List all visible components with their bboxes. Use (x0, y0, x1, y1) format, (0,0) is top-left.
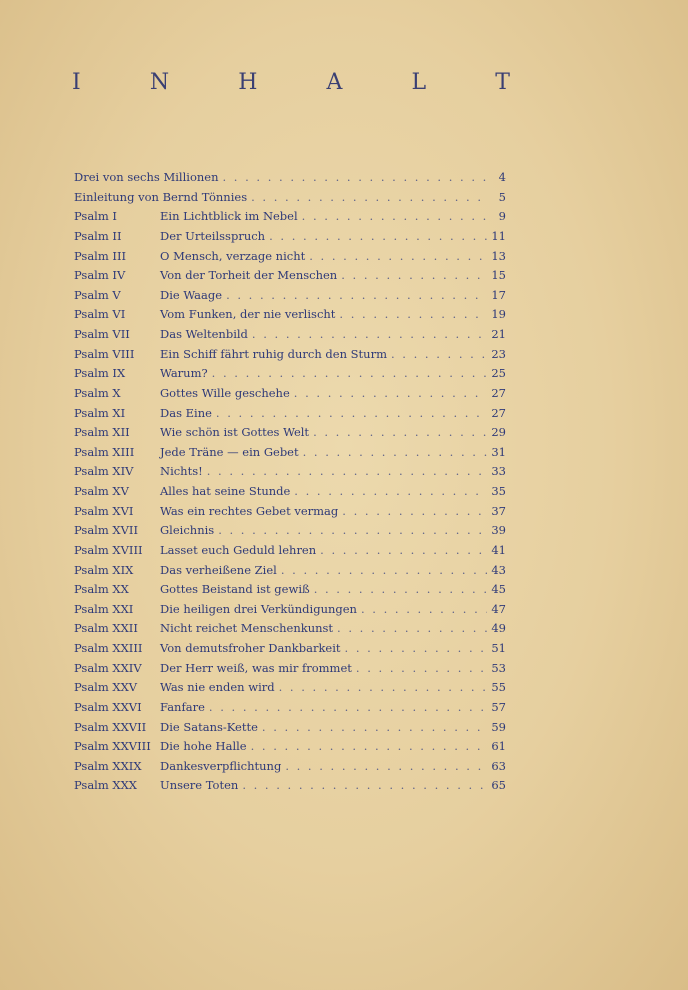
title-letter: H (238, 70, 260, 95)
toc-entry-title: Die Waage (160, 287, 223, 302)
toc-psalm-number: Psalm I (74, 209, 117, 224)
toc-page-number: 59 (491, 719, 506, 734)
toc-entry-title: Was nie enden wird (160, 680, 275, 695)
toc-psalm-number: Psalm XXV (74, 680, 138, 695)
toc-page-number: 61 (491, 739, 506, 754)
toc-psalm-number: Psalm III (74, 248, 127, 263)
toc-leader-dots (269, 227, 487, 247)
toc-psalm-number: Psalm XXIX (74, 758, 142, 773)
toc-entry (74, 364, 506, 384)
toc-page-number: 31 (491, 444, 506, 459)
toc-leader-dots (281, 561, 488, 581)
toc-page-number: 17 (491, 287, 506, 302)
toc-page-number: 29 (491, 425, 506, 440)
toc-entry (74, 188, 506, 208)
toc-entry-title: Gleichnis (160, 523, 215, 538)
toc-page-number: 49 (491, 621, 506, 636)
toc-entry (74, 502, 506, 522)
toc-page-number: 35 (491, 484, 506, 498)
toc-entry (74, 227, 506, 247)
table-of-contents (74, 168, 506, 796)
toc-entry-title: Die Satans-Kette (160, 719, 258, 734)
toc-entry-title: Die heiligen drei Verkündigungen (160, 601, 357, 616)
toc-leader-dots (294, 482, 487, 502)
toc-entry (74, 305, 506, 325)
toc-entry (74, 757, 506, 777)
toc-psalm-number: Psalm IV (74, 268, 126, 283)
toc-psalm-number: Psalm XX (74, 582, 129, 597)
toc-entry-title: Warum? (160, 366, 208, 381)
toc-entry-title: Das Eine (160, 405, 212, 420)
toc-page-number: 53 (491, 660, 506, 675)
toc-leader-dots (294, 384, 488, 404)
toc-psalm-number: Psalm VIII (74, 346, 135, 361)
toc-entry-title: Dankesverpflichtung (160, 758, 282, 773)
toc-leader-dots (218, 521, 487, 541)
toc-page-number: 25 (491, 366, 506, 381)
title-letter: T (495, 70, 512, 95)
toc-psalm-number: Psalm XXVI (74, 699, 142, 714)
toc-entry (74, 718, 506, 738)
toc-psalm-number: Psalm XXX (74, 778, 137, 793)
toc-page-number: 13 (491, 248, 506, 263)
toc-leader-dots (320, 541, 487, 561)
toc-leader-dots (207, 462, 488, 482)
toc-psalm-number: Psalm XXIII (74, 641, 143, 655)
toc-page-number: 51 (491, 641, 506, 655)
toc-entry-title: Der Urteilsspruch (160, 228, 266, 243)
toc-page-number: 5 (498, 189, 506, 204)
toc-page-number: 11 (491, 228, 506, 243)
toc-entry (74, 659, 506, 679)
toc-entry (74, 737, 506, 757)
toc-page-number: 15 (491, 268, 506, 283)
title-letter: N (149, 70, 172, 95)
toc-leader-dots (251, 188, 488, 208)
toc-psalm-number: Psalm X (74, 385, 121, 400)
toc-leader-dots (242, 776, 487, 796)
title-letter: L (411, 70, 429, 95)
toc-entry-title: Drei von sechs Millionen (74, 170, 219, 184)
toc-entry-title: Vom Funken, der nie verlischt (160, 307, 336, 322)
toc-leader-dots (226, 286, 487, 306)
toc-page-number: 27 (491, 405, 506, 420)
toc-leader-dots (337, 619, 487, 639)
toc-psalm-number: Psalm XVI (74, 503, 134, 518)
toc-leader-dots (209, 698, 487, 718)
toc-entry-title: Fanfare (160, 699, 205, 714)
toc-psalm-number: Psalm XV (74, 484, 129, 498)
toc-psalm-number: Psalm XXVIII (74, 739, 151, 754)
toc-leader-dots (303, 443, 488, 463)
toc-page-number: 33 (491, 464, 506, 479)
toc-psalm-number: Psalm XIII (74, 444, 135, 459)
title-letter: A (326, 70, 345, 95)
toc-page-number: 19 (491, 307, 506, 322)
toc-leader-dots (391, 345, 487, 365)
toc-entry-title: Einleitung von Bernd Tönnies (74, 189, 248, 204)
toc-entry (74, 541, 506, 561)
toc-entry-title: Die hohe Halle (160, 739, 247, 754)
toc-psalm-number: Psalm XXIV (74, 660, 142, 675)
toc-page-number: 21 (491, 327, 506, 341)
toc-leader-dots (314, 580, 488, 600)
toc-psalm-number: Psalm XXII (74, 621, 138, 636)
toc-leader-dots (345, 639, 488, 659)
toc-psalm-number: Psalm XII (74, 425, 130, 440)
toc-entry-title: Das Weltenbild (160, 327, 248, 341)
toc-entry-title: Ein Schiff fährt ruhig durch den Sturm (160, 346, 387, 361)
toc-entry-title: Von der Torheit der Menschen (160, 268, 338, 283)
toc-entry (74, 561, 506, 581)
toc-leader-dots (279, 678, 488, 698)
toc-entry (74, 462, 506, 482)
toc-page-number: 43 (491, 562, 506, 577)
toc-leader-dots (212, 364, 488, 384)
toc-entry (74, 404, 506, 424)
toc-leader-dots (302, 207, 488, 227)
toc-psalm-number: Psalm II (74, 228, 122, 243)
toc-entry-title: Gottes Wille geschehe (160, 385, 290, 400)
toc-leader-dots (216, 404, 487, 424)
toc-psalm-number: Psalm V (74, 287, 121, 302)
toc-entry-title: Lasset euch Geduld lehren (160, 542, 317, 557)
toc-entry (74, 443, 506, 463)
toc-entry (74, 619, 506, 639)
toc-leader-dots (361, 600, 487, 620)
toc-leader-dots (339, 305, 487, 325)
toc-leader-dots (341, 266, 487, 286)
toc-entry-title: Nicht reichet Menschenkunst (160, 621, 334, 636)
toc-psalm-number: Psalm XVII (74, 523, 139, 538)
toc-entry-title: Jede Träne — ein Gebet (160, 444, 299, 459)
toc-leader-dots (356, 659, 487, 679)
toc-leader-dots (313, 423, 487, 443)
toc-entry (74, 266, 506, 286)
toc-psalm-number: Psalm VI (74, 307, 126, 322)
toc-entry (74, 580, 506, 600)
toc-entry (74, 286, 506, 306)
toc-psalm-number: Psalm XI (74, 405, 126, 420)
toc-entry (74, 384, 506, 404)
toc-psalm-number: Psalm XIV (74, 464, 134, 479)
toc-page-number: 55 (491, 680, 506, 695)
toc-page-number: 39 (491, 523, 506, 538)
toc-leader-dots (262, 718, 487, 738)
toc-entry-title: Der Herr weiß, was mir frommet (160, 660, 352, 675)
toc-page-number: 9 (498, 209, 506, 224)
toc-entry-title: O Mensch, verzage nicht (160, 248, 306, 263)
toc-psalm-number: Psalm XXVII (74, 719, 147, 734)
toc-page-number: 63 (491, 758, 506, 773)
toc-entry-title: Das verheißene Ziel (160, 562, 277, 577)
toc-entry-title: Wie schön ist Gottes Welt (160, 425, 310, 440)
toc-page-number: 41 (491, 542, 506, 557)
title-letter: I (72, 70, 83, 95)
toc-entry (74, 600, 506, 620)
toc-entry (74, 247, 506, 267)
toc-psalm-number: Psalm XXI (74, 601, 134, 616)
toc-entry (74, 345, 506, 365)
toc-psalm-number: Psalm VII (74, 327, 130, 341)
toc-entry (74, 698, 506, 718)
toc-leader-dots (342, 502, 487, 522)
toc-entry-title: Unsere Toten (160, 778, 239, 793)
toc-leader-dots (252, 325, 487, 345)
toc-leader-dots (222, 168, 488, 188)
toc-entry-title: Was ein rechtes Gebet vermag (160, 503, 339, 518)
toc-entry (74, 325, 506, 345)
toc-entry (74, 423, 506, 443)
toc-psalm-number: Psalm XIX (74, 562, 134, 577)
toc-entry (74, 776, 506, 796)
page-title (72, 70, 512, 95)
toc-page-number: 57 (491, 699, 506, 714)
toc-leader-dots (309, 247, 487, 267)
toc-psalm-number: Psalm IX (74, 366, 126, 381)
toc-entry (74, 168, 506, 188)
toc-leader-dots (285, 757, 487, 777)
toc-entry (74, 639, 506, 659)
toc-page-number: 23 (491, 346, 506, 361)
toc-entry-title: Nichts! (160, 464, 203, 479)
toc-entry (74, 482, 506, 502)
toc-page-number: 45 (491, 582, 506, 597)
toc-entry-title: Von demutsfroher Dankbarkeit (160, 641, 341, 655)
toc-psalm-number: Psalm XVIII (74, 542, 143, 557)
toc-entry-title: Alles hat seine Stunde (160, 484, 291, 498)
toc-leader-dots (251, 737, 488, 757)
toc-entry (74, 521, 506, 541)
toc-entry-title: Ein Lichtblick im Nebel (160, 209, 298, 224)
toc-page-number: 4 (498, 170, 506, 184)
toc-page-number: 47 (491, 601, 506, 616)
toc-entry (74, 207, 506, 227)
toc-page-number: 37 (491, 503, 506, 518)
toc-page-number: 27 (491, 385, 506, 400)
toc-page-number: 65 (491, 778, 506, 793)
toc-entry (74, 678, 506, 698)
toc-entry-title: Gottes Beistand ist gewiß (160, 582, 310, 597)
